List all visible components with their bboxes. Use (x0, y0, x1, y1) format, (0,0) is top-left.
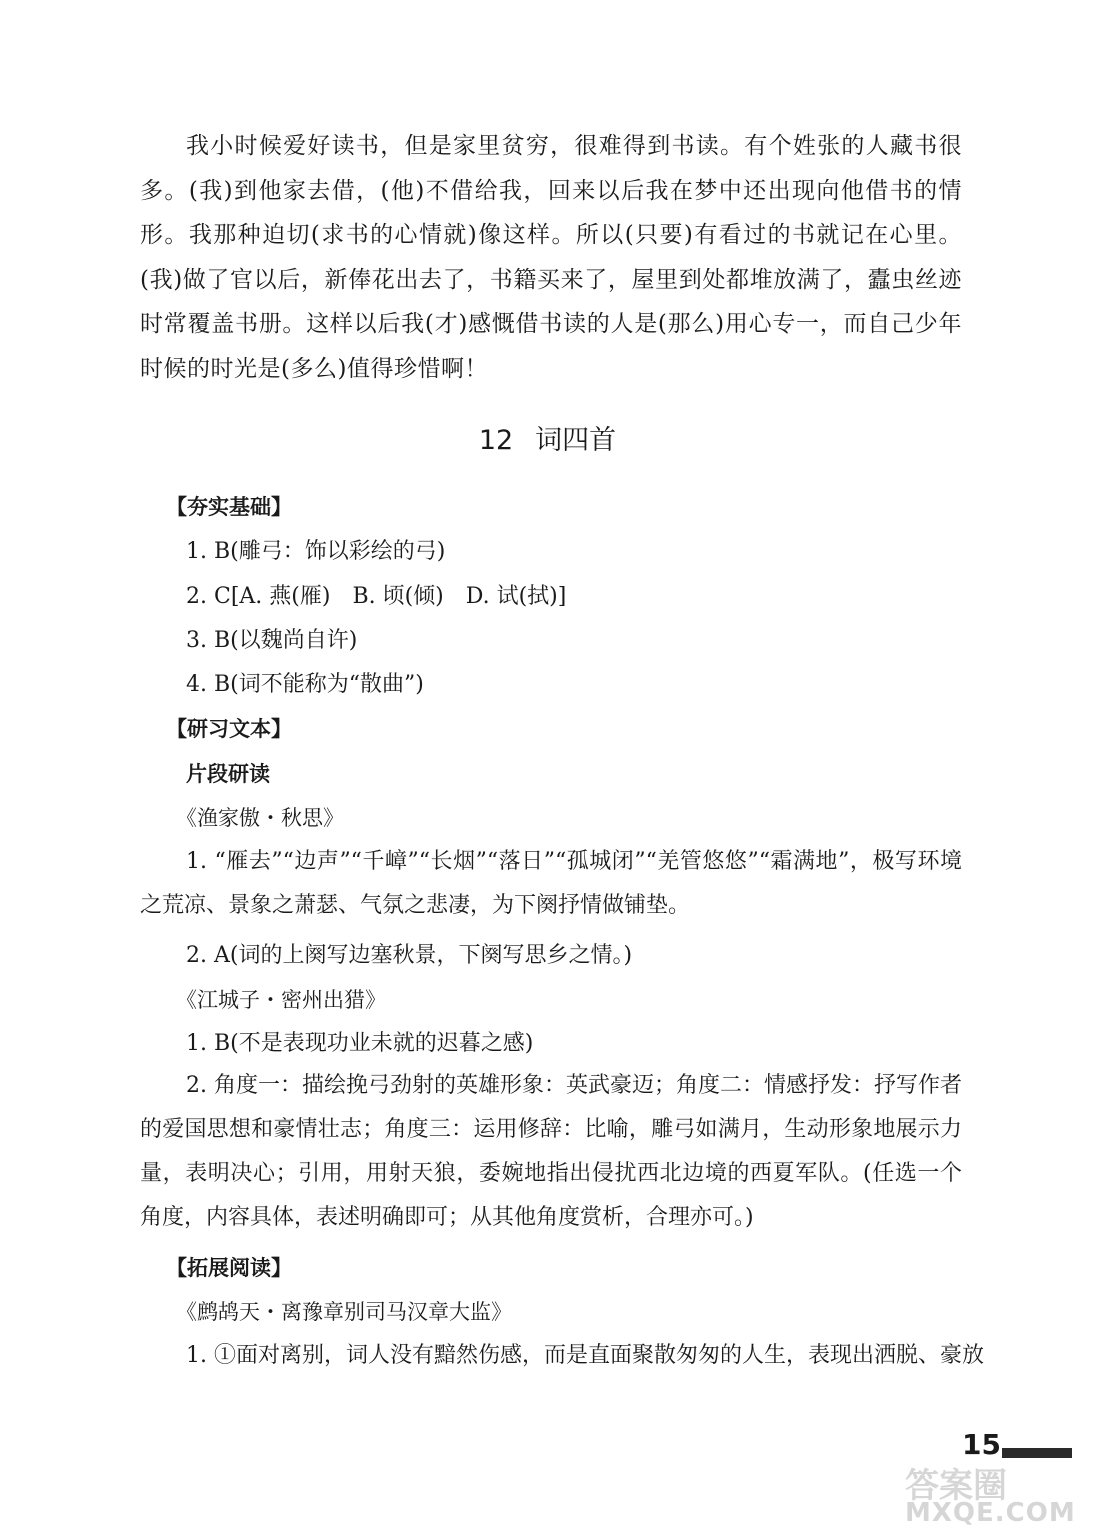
foundation-item-3: 3. B(以魏尚自许) (186, 628, 358, 653)
translation-paragraph: 我小时候爱好读书，但是家里贫穷，很难得到书读。有个姓张的人藏书很多。(我)到他家去借，(他)不借给我，回来以后我在梦中还出现向他借书的情形。我那种迫切(求书的心情就)像这样。所以(只要)有看过的书就记在心里。(我)做了官以后，新俸花出去了，书籍买来了，屋里到处都堆放满了，蠹虫丝迹时常覆盖书册。这样以后我(才)感慨借书读的人是(那么)用心专一，而自己少年时候的时光是(多么)值得珍惜啊！ (140, 133, 962, 382)
work-title-zhegutian: 《鹧鸪天・离豫章别司马汉章大监》 (176, 1300, 512, 1324)
foundation-item-4: 4. B(词不能称为“散曲”) (186, 672, 424, 697)
page-number-bar (1002, 1448, 1072, 1458)
section-heading-foundation: 【夯实基础】 (166, 495, 292, 519)
foundation-item-2: 2. C[A. 燕(雁) B. 顷(倾) D. 试(拭)] (186, 584, 567, 609)
jiangchengzi-answer-1: 1. B(不是表现功业未就的迟暮之感) (186, 1031, 534, 1056)
foundation-item-1: 1. B(雕弓：饰以彩绘的弓) (186, 539, 446, 564)
lesson-number: 12 (478, 425, 514, 456)
lesson-title-text: 词四首 (535, 425, 617, 456)
section-heading-extension: 【拓展阅读】 (166, 1256, 292, 1280)
yujiaao-answer-2: 2. A(词的上阕写边塞秋景，下阕写思乡之情。) (186, 943, 633, 968)
watermark-url: MXQE.COM (905, 1498, 1076, 1528)
page-number: 15 (962, 1428, 1001, 1461)
work-title-yujiaao: 《渔家傲・秋思》 (176, 806, 344, 830)
work-title-jiangchengzi: 《江城子・密州出猎》 (176, 988, 386, 1012)
watermark-logo: 答案圈 (905, 1466, 1007, 1506)
study-subheading: 片段研读 (186, 762, 270, 786)
lesson-title (0, 418, 1095, 457)
yujiaao-answer-1: 1. “雁去”“边声”“千嶂”“长烟”“落日”“孤城闭”“羌管悠悠”“霜满地”，极写环境之荒凉、景象之萧瑟、气氛之悲凄，为下阕抒情做铺垫。 (140, 849, 962, 918)
jiangchengzi-answer-2: 2. 角度一：描绘挽弓劲射的英雄形象：英武豪迈；角度二：情感抒发：抒写作者的爱国思想和豪情壮志；角度三：运用修辞：比喻，雕弓如满月，生动形象地展示力量，表明决心；引用，用射天狼，委婉地指出侵扰西北边境的西夏军队。(任选一个角度，内容具体，表述明确即可；从其他角度赏析，合理亦可。) (140, 1073, 962, 1230)
zhegutian-answer-1: 1. ①面对离别，词人没有黯然伤感，而是直面聚散匆匆的人生，表现出洒脱、豪放 (186, 1343, 984, 1368)
section-heading-study: 【研习文本】 (166, 717, 292, 741)
